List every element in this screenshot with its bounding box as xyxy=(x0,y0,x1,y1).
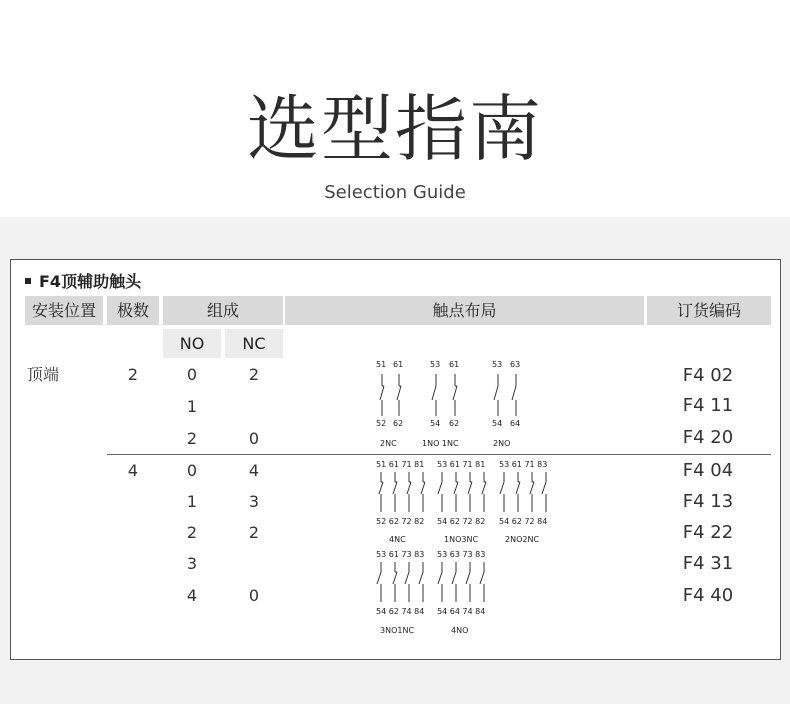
section-title xyxy=(25,271,141,293)
diagram-label-3no1nc: 3NO1NC xyxy=(380,626,415,635)
terminal-label: 53 61 71 83 xyxy=(499,460,548,469)
terminal-label: 54 xyxy=(430,419,441,428)
terminal-label: 54 64 74 84 xyxy=(437,607,486,616)
header-poles: 极数 xyxy=(107,296,159,325)
order-code: F4 04 xyxy=(682,460,734,481)
nc-value: 0 xyxy=(248,586,260,605)
nc-contact-symbol xyxy=(453,374,457,416)
contact-layout-diagrams-4pole xyxy=(371,456,571,642)
contact-layout-diagrams-2pole xyxy=(371,356,551,456)
terminal-label: 51 61 71 81 xyxy=(376,460,425,469)
section-title-text: F4顶辅助触头 xyxy=(39,272,142,291)
terminal-label: 53 xyxy=(430,360,441,369)
diagram-label-4no: 4NO xyxy=(451,626,469,635)
diagram-label-2no2nc: 2NO2NC xyxy=(505,535,540,544)
terminal-label: 54 xyxy=(492,419,503,428)
no-value: 4 xyxy=(186,586,198,605)
terminal-label: 53 61 73 83 xyxy=(376,550,425,559)
no-value: 0 xyxy=(186,461,198,480)
terminal-label: 63 xyxy=(510,360,521,369)
order-code: F4 11 xyxy=(682,395,734,416)
order-code: F4 13 xyxy=(682,491,734,512)
no-value: 1 xyxy=(186,397,198,416)
no-value: 2 xyxy=(186,523,198,542)
square-bullet-icon xyxy=(25,278,31,284)
terminal-label: 62 xyxy=(393,419,404,428)
nc-value: 3 xyxy=(248,492,260,511)
subheader-nc: NC xyxy=(225,329,283,358)
terminal-label: 51 xyxy=(376,360,387,369)
order-code: F4 40 xyxy=(682,585,734,606)
nc-value: 4 xyxy=(248,461,260,480)
diagram-label-2no: 2NO xyxy=(493,439,511,448)
order-code: F4 22 xyxy=(682,522,734,543)
nc-value: 2 xyxy=(248,523,260,542)
terminal-label: 54 62 72 82 xyxy=(437,517,486,526)
header-composition: 组成 xyxy=(163,296,283,325)
diagram-label-1no3nc: 1NO3NC xyxy=(444,535,479,544)
terminal-label: 52 xyxy=(376,419,387,428)
poles-value: 2 xyxy=(127,365,139,384)
poles-value: 4 xyxy=(127,461,139,480)
no-value: 2 xyxy=(186,429,198,448)
no-contact-symbol xyxy=(432,374,436,416)
order-code: F4 20 xyxy=(682,427,734,448)
header-contact-layout: 触点布局 xyxy=(285,296,644,325)
no-value: 0 xyxy=(186,365,198,384)
no-value: 3 xyxy=(186,554,198,573)
nc-value: 2 xyxy=(248,365,260,384)
terminal-label: 53 61 71 81 xyxy=(437,460,486,469)
diagram-label-1no1nc: 1NO 1NC xyxy=(422,439,459,448)
diagram-label-2nc: 2NC xyxy=(380,439,397,448)
nc-contact-symbol xyxy=(397,374,401,416)
no-contact-symbol xyxy=(512,374,516,416)
mount-position-value: 顶端 xyxy=(27,365,60,384)
terminal-label: 53 63 73 83 xyxy=(437,550,486,559)
page-subtitle: Selection Guide xyxy=(324,182,466,203)
subheader-no: NO xyxy=(163,329,221,358)
order-code: F4 02 xyxy=(682,365,734,386)
terminal-label: 52 62 72 82 xyxy=(376,517,425,526)
terminal-label: 53 xyxy=(492,360,503,369)
diagram-label-4nc: 4NC xyxy=(389,535,406,544)
header-order-code: 订货编码 xyxy=(647,296,771,325)
terminal-label: 61 xyxy=(449,360,460,369)
no-contact-symbol xyxy=(494,374,498,416)
header-position: 安装位置 xyxy=(25,296,103,325)
terminal-label: 61 xyxy=(393,360,404,369)
terminal-label: 64 xyxy=(510,419,521,428)
page-title: 选型指南 xyxy=(246,87,543,171)
no-value: 1 xyxy=(186,492,198,511)
order-code: F4 31 xyxy=(682,553,734,574)
nc-contact-symbol xyxy=(380,374,384,416)
terminal-label: 54 62 72 84 xyxy=(499,517,548,526)
terminal-label: 54 62 74 84 xyxy=(376,607,425,616)
nc-value: 0 xyxy=(248,429,260,448)
selection-table-card xyxy=(10,259,781,660)
terminal-label: 62 xyxy=(449,419,460,428)
